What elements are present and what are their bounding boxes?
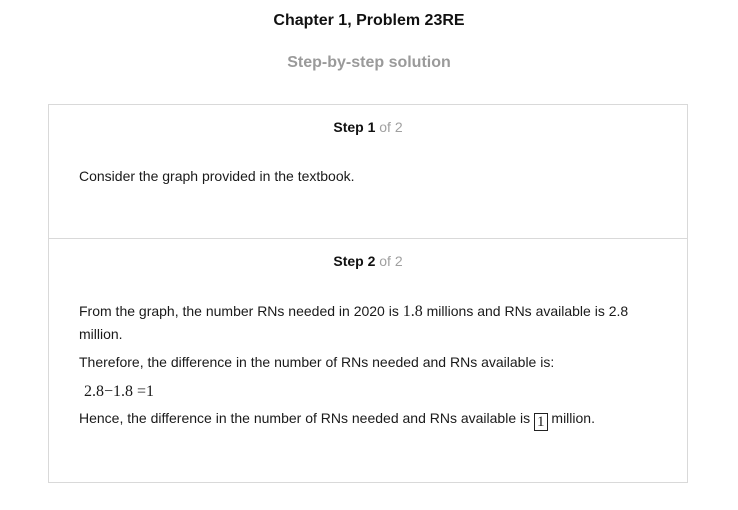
step-2-conclusion [79,407,659,431]
step-2-paragraph-1 [79,300,659,345]
step-count: of 2 [379,253,403,269]
step-2-header [49,253,687,269]
solution-subtitle: Step-by-step solution [287,54,451,71]
solution-container [48,104,688,483]
step-count: of 2 [379,119,403,135]
needed-value: 1.8 [402,303,423,320]
paragraph-text: million. [547,410,595,426]
step-2-panel [49,239,687,482]
step-1-text: Consider the graph provided in the textbook. [79,168,355,184]
step-1-panel [49,105,687,239]
equation-text: 2.8−1.8 =1 [84,383,155,400]
paragraph-text: Hence, the difference in the number of RNs needed and RNs available is [79,410,535,426]
equation [84,380,664,403]
paragraph-text: millions and RNs available is 2.8 million. [79,303,629,342]
step-2-paragraph-2: Therefore, the difference in the number of RNs needed and RNs available is: [79,354,555,370]
step-label: Step 1 [333,119,376,135]
step-label: Step 2 [333,253,376,269]
paragraph-text: From the graph, the number RNs needed in 2020 is [79,303,403,319]
step-1-header [49,119,687,135]
page-title: Chapter 1, Problem 23RE [273,12,465,29]
boxed-answer: 1 [534,413,548,431]
